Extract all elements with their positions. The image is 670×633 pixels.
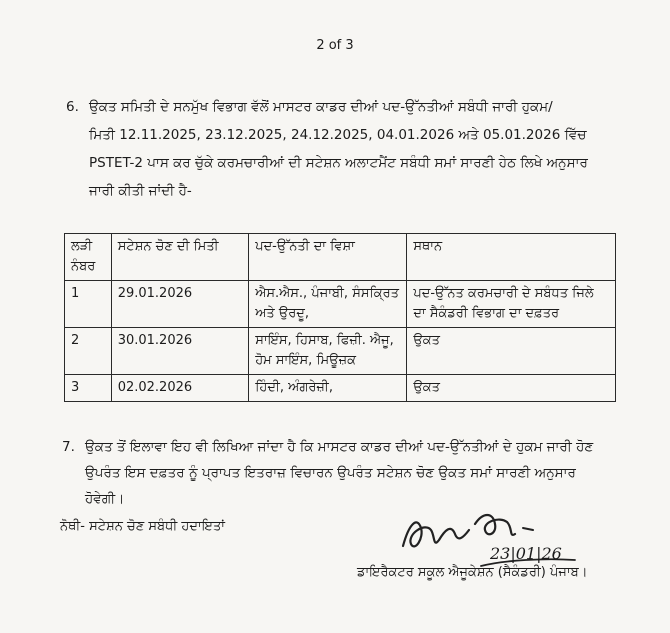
signature-date: 23|01|26 xyxy=(490,544,562,563)
paragraph-line: ਜਾਰੀ ਕੀਤੀ ਜਾਂਦੀ ਹੈ- xyxy=(89,183,192,199)
cell-place: ਉਕਤ xyxy=(407,328,616,375)
paragraph-line: ਉਕਤ ਸਮਿਤੀ ਦੇ ਸਨਮੁੱਖ ਵਿਭਾਗ ਵੱਲੋਂ ਮਾਸਟਰ ਕਾਡਰ ਦੀਆਂ ਪਦ-ਉੱਨਤੀਆਂ ਸਬੰਧੀ ਜਾਰੀ ਹੁਕਮ/ xyxy=(89,99,553,115)
paragraph-number: 6. xyxy=(66,99,79,115)
paragraph-line: ਉਪਰੰਤ ਇਸ ਦਫ਼ਤਰ ਨੂੰ ਪ੍ਰਾਪਤ ਇਤਰਾਜ਼ ਵਿਚਾਰਨ ਉਪਰੰਤ ਸਟੇਸ਼ਨ ਚੋਣ ਉਕਤ ਸਮਾਂ ਸਾਰਣੀ ਅਨੁਸਾਰ xyxy=(85,465,576,481)
cell-serial: 1 xyxy=(65,281,112,328)
note-line: ਨੋਥੀ- ਸਟੇਸ਼ਨ ਚੋਣ ਸਬੰਧੀ ਹਦਾਇਤਾਂ xyxy=(60,519,225,534)
paragraph-line: ਉਕਤ ਤੋਂ ਇਲਾਵਾ ਇਹ ਵੀ ਲਿਖਿਆ ਜਾਂਦਾ ਹੈ ਕਿ ਮਾਸਟਰ ਕਾਡਰ ਦੀਆਂ ਪਦ-ਉੱਨਤੀਆਂ ਦੇ ਹੁਕਮ ਜਾਰੀ ਹੋਣ xyxy=(85,439,594,455)
header-serial: ਲੜੀ ਨੰਬਰ xyxy=(65,234,112,281)
paragraph-line: ਹੋਵੇਗੀ। xyxy=(85,491,125,507)
cell-place: ਉਕਤ xyxy=(407,375,616,402)
page-number: 2 of 3 xyxy=(316,38,354,53)
table-row xyxy=(65,328,616,375)
signatory-designation: ਡਾਇਰੈਕਟਰ ਸਕੂਲ ਐਜੂਕੇਸ਼ਨ (ਸੈਕੰਡਰੀ) ਪੰਜਾਬ। xyxy=(357,565,588,580)
table-row xyxy=(65,375,616,402)
schedule-table xyxy=(64,233,616,402)
cell-date: 02.02.2026 xyxy=(111,375,248,402)
cell-subject: ਹਿੰਦੀ, ਅੰਗਰੇਜ਼ੀ, xyxy=(249,375,407,402)
header-date: ਸਟੇਸ਼ਨ ਚੋਣ ਦੀ ਮਿਤੀ xyxy=(111,234,248,281)
cell-serial: 2 xyxy=(65,328,112,375)
paragraph-number: 7. xyxy=(62,439,75,455)
paragraph-line: ਮਿਤੀ 12.11.2025, 23.12.2025, 24.12.2025, 04.01.2026 ਅਤੇ 05.01.2026 ਵਿੱਚ xyxy=(89,127,587,143)
header-subject: ਪਦ-ਉੱਨਤੀ ਦਾ ਵਿਸ਼ਾ xyxy=(249,234,407,281)
cell-date: 30.01.2026 xyxy=(111,328,248,375)
table-row xyxy=(65,281,616,328)
cell-date: 29.01.2026 xyxy=(111,281,248,328)
cell-subject: ਐਸ.ਐਸ., ਪੰਜਾਬੀ, ਸੰਸਕ੍ਰਿਤ ਅਤੇ ਉਰਦੂ, xyxy=(249,281,407,328)
cell-serial: 3 xyxy=(65,375,112,402)
paragraph-line: PSTET-2 ਪਾਸ ਕਰ ਚੁੱਕੇ ਕਰਮਚਾਰੀਆਂ ਦੀ ਸਟੇਸ਼ਨ ਅਲਾਟਮੈਂਟ ਸਬੰਧੀ ਸਮਾਂ ਸਾਰਣੀ ਹੇਠ ਲਿਖੇ ਅਨੁਸਾਰ xyxy=(89,155,588,171)
header-place: ਸਥਾਨ xyxy=(407,234,616,281)
cell-place: ਪਦ-ਉੱਨਤ ਕਰਮਚਾਰੀ ਦੇ ਸਬੰਧਤ ਜਿਲੇ ਦਾ ਸੈਕੰਡਰੀ ਵਿਭਾਗ ਦਾ ਦਫ਼ਤਰ xyxy=(407,281,616,328)
table-header-row xyxy=(65,234,616,281)
cell-subject: ਸਾਇੰਸ, ਹਿਸਾਬ, ਫਿਜ਼ੀ. ਐਜੂ, ਹੋਮ ਸਾਇੰਸ, ਮਿਊਜ਼ਕ xyxy=(249,328,407,375)
